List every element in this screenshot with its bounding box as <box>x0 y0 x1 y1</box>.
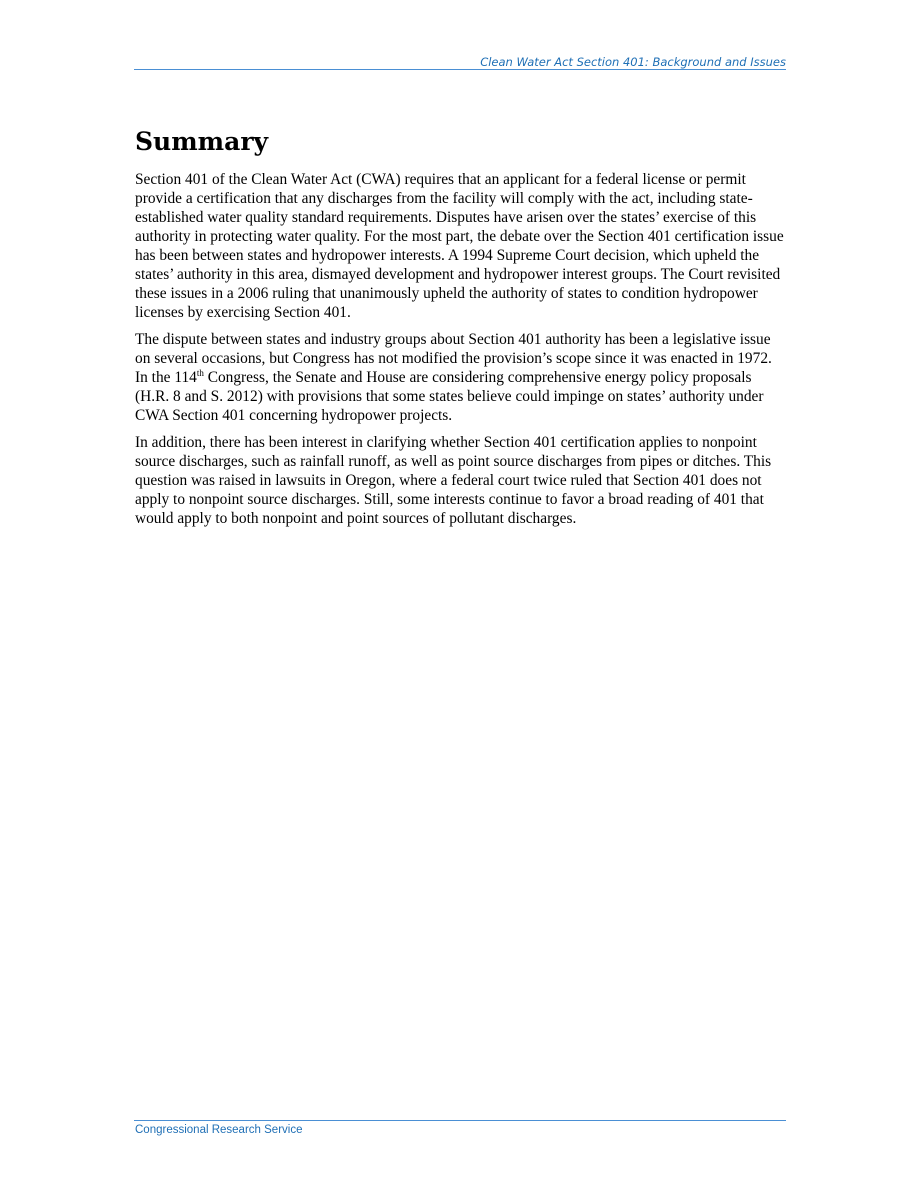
summary-paragraph-1: Section 401 of the Clean Water Act (CWA) requires that an applicant for a federal license or permit provide a certification that any discharges from the facility will comply with the act, including state-established water quality standard requirements. Disputes have arisen over the states’ exercise of this authority in protecting water quality. For the most part, the debate over the Section 401 certification issue has been between states and hydropower interests. A 1994 Supreme Court decision, which upheld the states’ authority in this area, dismayed development and hydropower interest groups. The Court revisited these issues in a 2006 ruling that unanimously upheld the authority of states to condition hydropower licenses by exercising Section 401. <box>135 171 784 321</box>
footer-divider <box>134 1120 786 1121</box>
paragraph-2-text-start: The dispute between states and industry groups about Section 401 authority has been a legislative issue on several occasions, but Congress has not modified the provision’s scope since it was enacted in 1972. In the 114 <box>135 331 772 386</box>
footer-organization: Congressional Research Service <box>135 1124 303 1136</box>
header-divider <box>134 69 786 70</box>
summary-paragraph-3: In addition, there has been interest in clarifying whether Section 401 certification applies to nonpoint source discharges, such as rainfall runoff, as well as point source discharges from pipes or ditches. This question was raised in lawsuits in Oregon, where a federal court twice ruled that Section 401 does not apply to nonpoint source discharges. Still, some interests continue to favor a broad reading of 401 that would apply to both nonpoint and point sources of pollutant discharges. <box>135 434 772 527</box>
paragraph-2-text-end: Congress, the Senate and House are considering comprehensive energy policy proposals (H.R. 8 and S. 2012) with provisions that some states believe could impinge on states’ authority under CWA Section 401 concerning hydropower projects. <box>135 369 764 424</box>
ordinal-superscript: th <box>196 368 204 378</box>
document-body <box>135 122 785 536</box>
summary-paragraph-2 <box>135 330 785 425</box>
section-heading: Summary <box>135 127 269 156</box>
running-header-title: Clean Water Act Section 401: Background and Issues <box>480 55 786 69</box>
